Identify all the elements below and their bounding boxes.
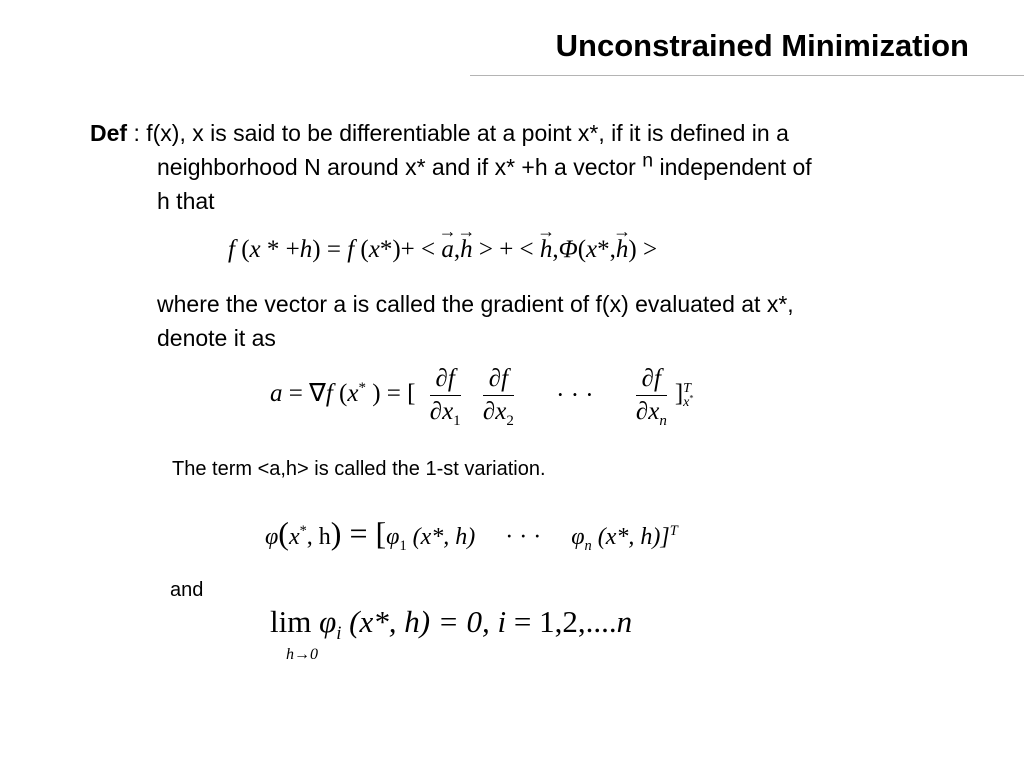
vector-a: → a [441, 236, 454, 264]
partial-fraction-2: $\frac{\partial f}{\partial x_2}$ [482, 365, 514, 429]
vector-h: → h [460, 236, 473, 264]
phi-vector-equation: φ(x*, $h) = [\varphi_1$ (x*, h) · · · $\varphi_n$ (x*, h)]$^T$ [265, 515, 678, 554]
title-divider [470, 75, 1024, 76]
gradient-text-2: denote it as [157, 325, 276, 351]
partial-fraction-1: $\frac{\partial f}{\partial x_1}$ [429, 365, 461, 429]
definition-text-2a: neighborhood N around x* and if x* +h a vector [157, 154, 643, 180]
partial-fraction-n: $\frac{\partial f}{\partial x_n}$ [635, 365, 667, 429]
gradient-equation: a = ∇f (x* ) = [ $\frac{\partial f}{\partial x_1}$ $\frac{\partial f}{\partial x_2}$ · · · $\frac{\partial f}{\partial x_n}$ ] T x* [270, 365, 694, 429]
definition-superscript-n: n [642, 149, 654, 172]
definition-text-3: h that [157, 188, 215, 214]
limit-subscript: h→0 [286, 646, 318, 663]
gradient-text-1: where the vector a is called the gradient of f(x) evaluated at x*, [157, 291, 794, 317]
taylor-expansion-equation: f (x * +h) = f (x*)+ < → a,→ h > + < → h,Φ(x*,→ h) > [228, 236, 657, 264]
first-variation-text: The term <a,h> is called the 1-st variation. [172, 458, 546, 480]
definition-first-line [90, 116, 990, 150]
definition-continuation [157, 150, 997, 218]
limit-equation: $\lim \varphi_i$ (x*, h) = 0, i = 1,2,....n [270, 604, 633, 645]
gradient-description [157, 287, 1007, 355]
slide-title: Unconstrained Minimization [555, 28, 969, 63]
and-text: and [170, 579, 204, 601]
vector-h-3: → h [616, 236, 629, 264]
definition-text-1: : f(x), x is said to be differentiable at a point x*, if it is defined in a [127, 120, 789, 146]
definition-label: Def [90, 120, 128, 146]
vector-h-2: → h [540, 236, 553, 264]
definition-text-2b: independent of [653, 154, 812, 180]
